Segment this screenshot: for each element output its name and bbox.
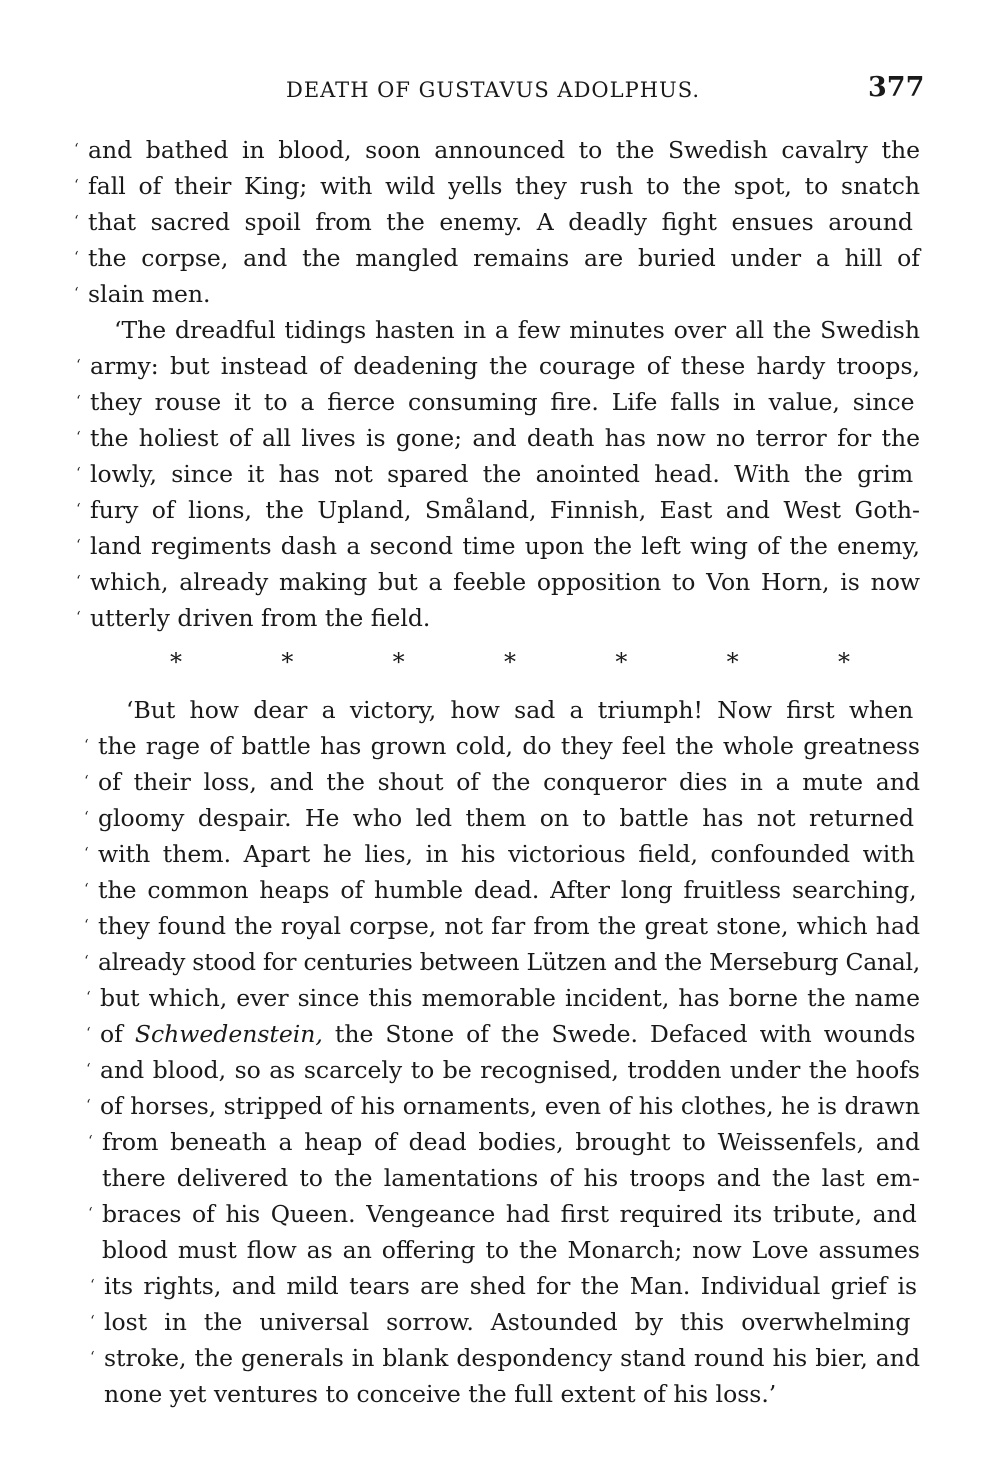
text-line (100, 1020, 915, 1048)
text-fragment: the Stone of the Swede. Defaced with wounds (322, 1020, 916, 1048)
text-line: blood must flow as an offering to the Monarch; now Love assumes (102, 1236, 920, 1264)
asterisk: * (170, 648, 182, 676)
margin-quote-mark: ‘ (90, 1348, 95, 1366)
text-line: already stood for centuries between Lützen and the Merseburg Canal, (98, 948, 920, 976)
margin-quote-mark: ‘ (84, 952, 89, 970)
text-line: ‘But how dear a victory, how sad a triumph! Now first when (126, 696, 914, 724)
margin-quote-mark: ‘ (76, 608, 81, 626)
text-line: of horses, stripped of his ornaments, even of his clothes, he is drawn (100, 1092, 920, 1120)
margin-quote-mark: ‘ (76, 392, 81, 410)
text-line: they found the royal corpse, not far from the great stone, which had (98, 912, 920, 940)
margin-quote-mark: ‘ (76, 536, 81, 554)
asterisk: * (503, 648, 516, 676)
text-line: none yet ventures to conceive the full extent of his loss.’ (104, 1380, 777, 1408)
margin-quote-mark: ‘ (76, 500, 81, 518)
running-title: DEATH OF GUSTAVUS ADOLPHUS. (286, 78, 701, 102)
text-line: fury of lions, the Upland, Småland, Finnish, East and West Goth- (90, 496, 920, 524)
text-line: but which, ever since this memorable incident, has borne the name (100, 984, 920, 1012)
margin-quote-mark: ‘ (76, 356, 81, 374)
margin-quote-mark: ‘ (74, 212, 79, 230)
text-line: that sacred spoil from the enemy. A deadly fight ensues around (88, 208, 913, 236)
text-line: gloomy despair. He who led them on to battle has not returned (98, 804, 915, 832)
section-separator (170, 648, 850, 676)
text-line: from beneath a heap of dead bodies, brought to Weissenfels, and (102, 1128, 920, 1156)
asterisk: * (726, 648, 739, 676)
asterisk: * (392, 648, 405, 676)
margin-quote-mark: ‘ (76, 572, 81, 590)
text-line: with them. Apart he lies, in his victorious field, confounded with (98, 840, 915, 868)
text-line: braces of his Queen. Vengeance had first required its tribute, and (102, 1200, 917, 1228)
margin-quote-mark: ‘ (74, 284, 79, 302)
margin-quote-mark: ‘ (76, 428, 81, 446)
asterisk: * (615, 648, 628, 676)
text-line: of their loss, and the shout of the conqueror dies in a mute and (98, 768, 920, 796)
text-line: they rouse it to a fierce consuming fire. Life falls in value, since (90, 388, 915, 416)
text-line: there delivered to the lamentations of his troops and the last em- (102, 1164, 920, 1192)
text-line: ‘The dreadful tidings hasten in a few minutes over all the Swedish (114, 316, 920, 344)
margin-quote-mark: ‘ (90, 1312, 95, 1330)
margin-quote-mark: ‘ (74, 176, 79, 194)
margin-quote-mark: ‘ (86, 988, 91, 1006)
margin-quote-mark: ‘ (90, 1276, 95, 1294)
text-line: the holiest of all lives is gone; and death has now no terror for the (90, 424, 920, 452)
text-line: lost in the universal sorrow. Astounded by this overwhelming (104, 1308, 911, 1336)
margin-quote-mark: ‘ (74, 140, 79, 158)
margin-quote-mark: ‘ (74, 248, 79, 266)
text-line: fall of their King; with wild yells they rush to the spot, to snatch (88, 172, 920, 200)
text-line: and bathed in blood, soon announced to the Swedish cavalry the (88, 136, 920, 164)
italic-term-schwedenstein: Schwedenstein, (134, 1020, 323, 1048)
text-fragment: of (100, 1020, 135, 1048)
text-line: the common heaps of humble dead. After long fruitless searching, (98, 876, 917, 904)
page-number: 377 (868, 72, 925, 103)
text-line: and blood, so as scarcely to be recognised, trodden under the hoofs (100, 1056, 920, 1084)
text-line: its rights, and mild tears are shed for the Man. Individual grief is (104, 1272, 918, 1300)
text-line: stroke, the generals in blank despondency stand round his bier, and (104, 1344, 920, 1372)
text-line: lowly, since it has not spared the anointed head. With the grim (90, 460, 914, 488)
text-line: the rage of battle has grown cold, do they feel the whole greatness (98, 732, 920, 760)
asterisk: * (837, 648, 850, 676)
margin-quote-mark: ‘ (84, 772, 89, 790)
margin-quote-mark: ‘ (76, 464, 81, 482)
text-line: utterly driven from the field. (90, 604, 431, 632)
margin-quote-mark: ‘ (86, 1060, 91, 1078)
margin-quote-mark: ‘ (86, 1096, 91, 1114)
margin-quote-mark: ‘ (88, 1204, 93, 1222)
text-line: which, already making but a feeble opposition to Von Horn, is now (90, 568, 920, 596)
margin-quote-mark: ‘ (86, 1024, 91, 1042)
asterisk: * (281, 648, 294, 676)
text-line: army: but instead of deadening the courage of these hardy troops, (90, 352, 920, 380)
margin-quote-mark: ‘ (88, 1132, 93, 1150)
text-line: slain men. (88, 280, 211, 308)
margin-quote-mark: ‘ (84, 844, 89, 862)
margin-quote-mark: ‘ (84, 916, 89, 934)
margin-quote-mark: ‘ (84, 808, 89, 826)
text-line: land regiments dash a second time upon the left wing of the enemy, (90, 532, 920, 560)
text-line: the corpse, and the mangled remains are buried under a hill of (88, 244, 920, 272)
margin-quote-mark: ‘ (84, 880, 89, 898)
margin-quote-mark: ‘ (84, 736, 89, 754)
